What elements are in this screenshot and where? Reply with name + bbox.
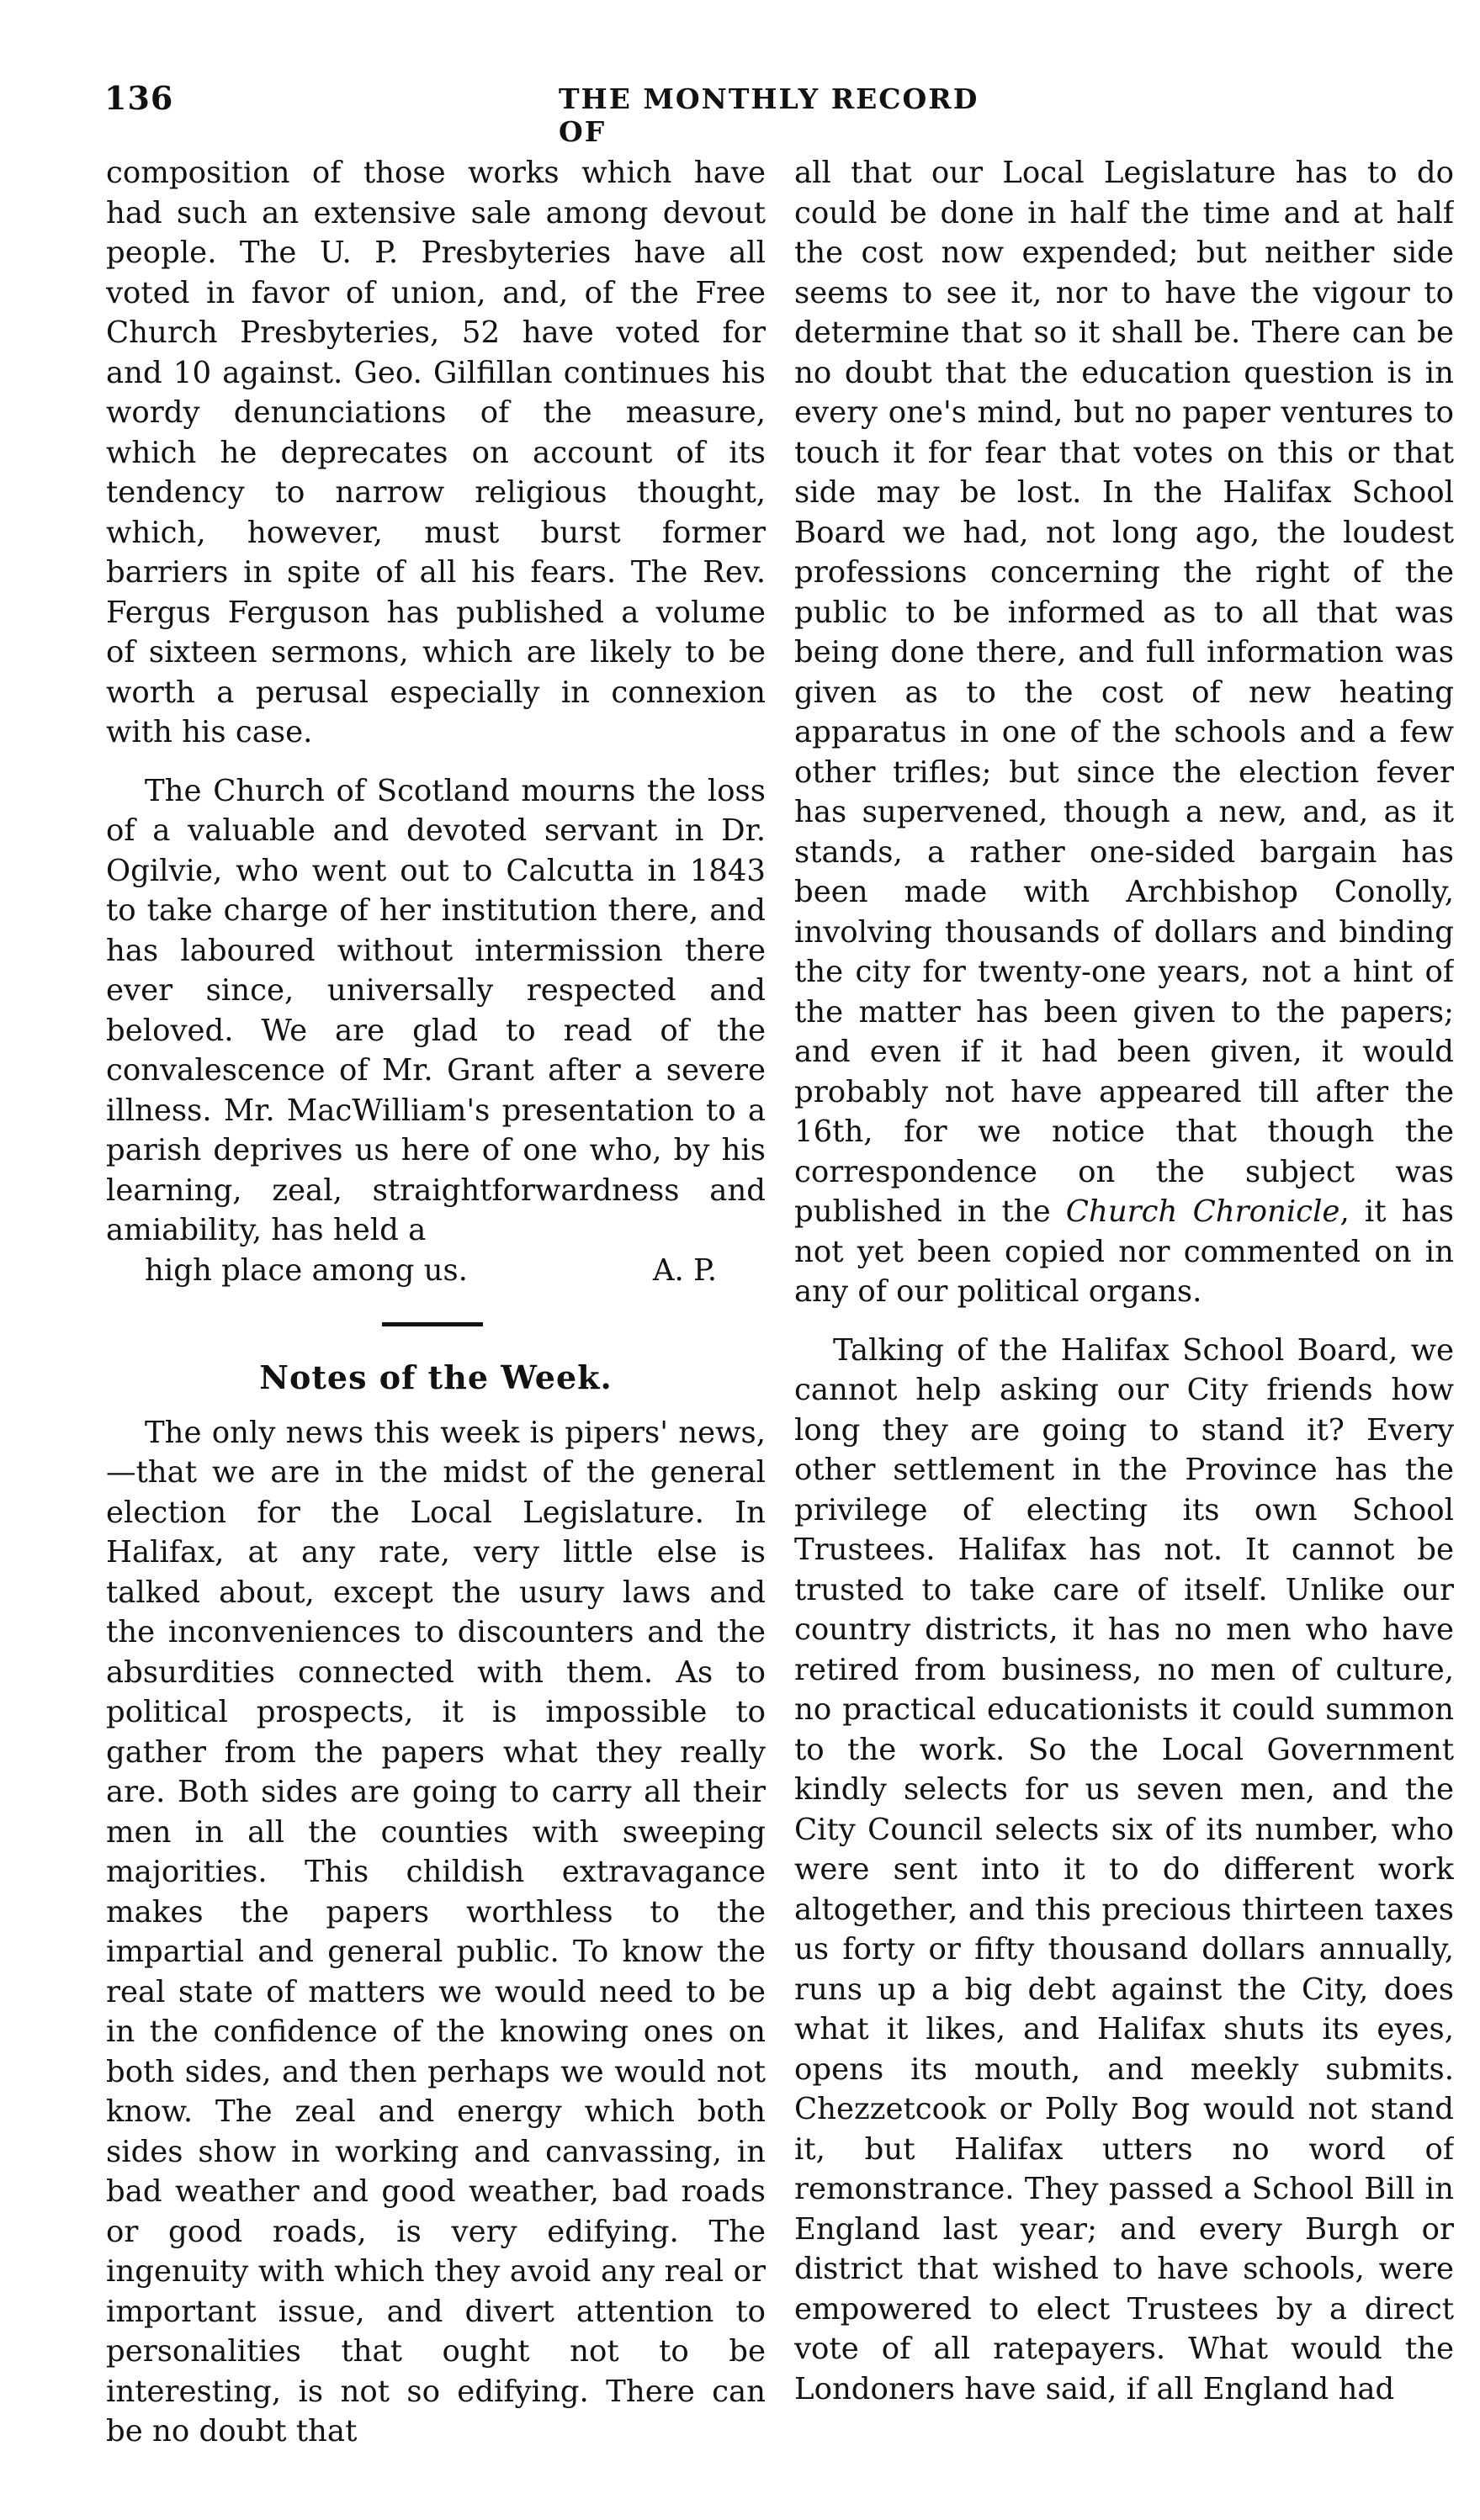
- page-number: 136: [104, 79, 174, 117]
- closing-text: high place among us.: [145, 1252, 468, 1288]
- paragraph-church-of-scotland: [106, 771, 766, 1291]
- section-heading: Notes of the Week.: [259, 1358, 613, 1396]
- divider-rule: [382, 1322, 483, 1326]
- paragraph-election-news: The only news this week is pipers' news,—that we are in the midst of the general election for the Local Legislature. In Halifax, at any rate, very little else is talked about, except the usury laws and the inconveniences to discounters and the absurdities connected with them. As to political prospects, it is impossible to gather from the papers what they really are. Both sides are going to carry all their men in all the counties with sweeping majorities. This childish extravagance makes the papers worthless to the impartial and general public. To know the real state of matters we would need to be in the confidence of the knowing ones on both sides, and then perhaps we would not know. The zeal and energy which both sides show in working and canvassing, in bad weather and good weather, bad roads or good roads, is very edifying. The ingenuity with which they avoid any real or important issue, and divert attention to personalities that ought not to be interesting, is not so edifying. There can be no doubt that: [106, 1415, 766, 2449]
- left-column: [106, 153, 766, 2491]
- paragraph-continued: composition of those works which have had such an extensive sale among devout people. The U. P. Presbyteries have all voted in favor of union, and, of the Free Church Presbyteries, 52 have voted for and 10 against. Geo. Gilfillan continues his wordy denunciations of the measure, which he deprecates on account of its tendency to narrow religious thought, which, however, must burst former barriers in spite of all his fears. The Rev. Fergus Ferguson has published a volume of sixteen sermons, which are likely to be worth a perusal especially in connexion with his case.: [106, 156, 766, 749]
- section-divider: [106, 1290, 766, 1358]
- paragraph-text-part-b: , it has not yet been copied nor commented on in any of our political organs.: [794, 1194, 1454, 1309]
- page-header: [104, 79, 1033, 148]
- paragraph-text-part-a: all that our Local Legislature has to do could be done in half the time and at half the cost now expended; but neither side seems to see it, nor to have the vigour to determine that so it shall be. There can be no doubt that the education question is in every one's mind, but no paper ventures to touch it for fear that votes on this or that side may be lost. In the Halifax School Board we had, not long ago, the loudest professions concerning the right of the public to be informed as to all that was being done there, and full information was given as to the cost of new heating apparatus in one of the schools and a few other trifles; but since the election fever has supervened, though a new, and, as it stands, a rather one-sided bargain has been made with Archbishop Conolly, involving thousands of dollars and binding the city for twenty-one years, not a hint of the matter has been given to the papers; and even if it had been given, it would probably not have appeared till after the 16th, for we notice that though the correspondence on the subject was published in the: [794, 156, 1454, 1229]
- author-signature: A. P.: [652, 1252, 717, 1288]
- publication-title: Church Chronicle: [1065, 1194, 1340, 1229]
- right-column: [794, 153, 1454, 2491]
- running-title: THE MONTHLY RECORD OF: [559, 82, 979, 148]
- closing-line: [106, 1251, 766, 1291]
- paragraph-text: The Church of Scotland mourns the loss of a valuable and devoted servant in Dr. Ogilvie, who went out to Calcutta in 1843 to take charge of her institution there, and has laboured without intermission there ever since, universally respected and beloved. We are glad to read of the convalescence of Mr. Grant after a severe illness. Mr. MacWilliam's presentation to a parish deprives us here of one who, by his learning, zeal, straightforwardness and amiability, has held a: [106, 773, 766, 1247]
- paragraph-school-board: Talking of the Halifax School Board, we cannot help asking our City friends how long they are going to stand it? Every other settlement in the Province has the privilege of electing its own School Trustees. Halifax has not. It cannot be trusted to take care of itself. Unlike our country districts, it has no men who have retired from business, no men of culture, no practical educationists it could summon to the work. So the Local Government kindly selects for us seven men, and the City Council selects six of its number, who were sent into it to do different work altogether, and this precious thirteen taxes us forty or fifty thousand dollars annually, runs up a big debt against the City, does what it likes, and Halifax shuts its eyes, opens its mouth, and meekly submits. Chezzetcook or Polly Bog would not stand it, but Halifax utters no word of remonstrance. They passed a School Bill in England last year; and every Burgh or district that wished to have schools, were empowered to elect Trustees by a direct vote of all ratepayers. What would the Londoners have said, if all England had: [794, 1332, 1454, 2406]
- paragraph-local-legislature: [794, 153, 1454, 1312]
